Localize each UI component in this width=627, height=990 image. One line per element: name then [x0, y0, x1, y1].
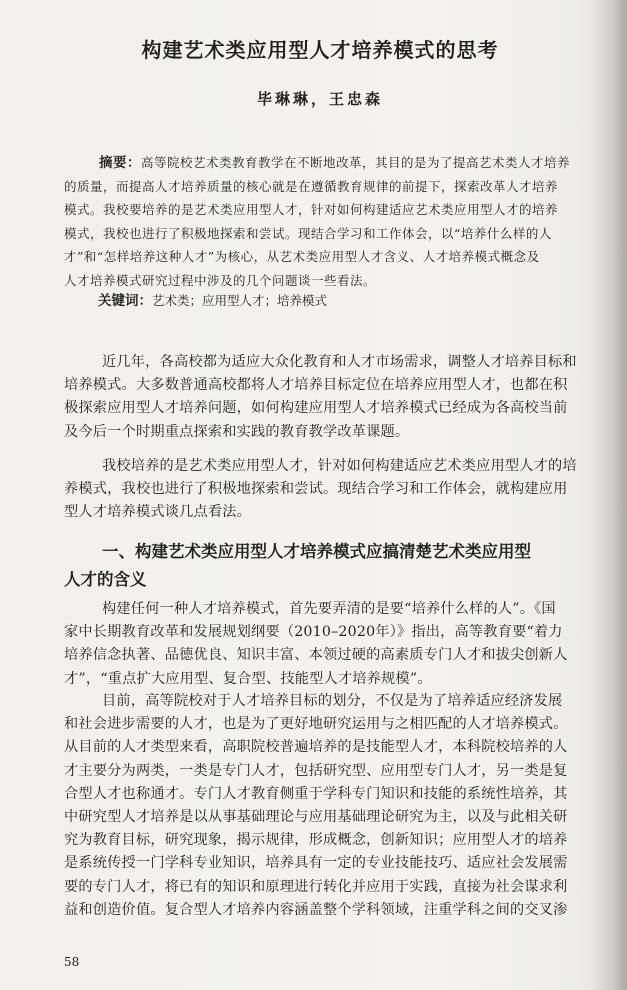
- text-line: 合型人才也称通才。专门人才教育侧重于学科专门知识和技能的系统性培养，其: [64, 785, 568, 802]
- text-line: 才主要分为两类，一类是专门人才，包括研究型、应用型专门人才，另一类是复: [64, 762, 568, 779]
- heading-line: 人才的含义: [64, 570, 147, 589]
- abstract-label: 摘要：: [99, 155, 141, 171]
- paragraph-talent-types: [64, 690, 604, 922]
- paragraph-intro: [64, 351, 604, 444]
- abstract-line: 人才培养模式研究过程中涉及的几个问题谈一些看法。: [64, 272, 377, 288]
- text-line: 极探索应用型人才培养问题，如何构建应用型人才培养模式已经成为各高校当前: [64, 400, 568, 417]
- text-line: 我校培养的是艺术类应用型人才，针对如何构建适应艺术类应用型人才的培: [102, 458, 577, 474]
- keywords: [98, 289, 327, 309]
- section-heading-1: [64, 538, 609, 594]
- abstract-line: 才”和“怎样培养这种人才”为核心，从艺术类应用型人才含义、人才培养模式概念及: [64, 249, 540, 264]
- text-line: 构建任何一种人才培养模式，首先要弄清的是要“培养什么样的人”。《国: [102, 601, 556, 617]
- text-line: 近几年，各高校都为适应大众化教育和人才市场需求，调整人才培养目标和: [102, 354, 577, 370]
- text-line: 及今后一个时期重点探索和实践的教育教学改革课题。: [64, 423, 410, 440]
- text-line: 家中长期教育改革和发展规划纲要（2010–2020年）》指出，高等教育要“着力: [64, 624, 563, 641]
- text-line: 是系统传授一门学科专业知识，培养具有一定的专业技能技巧、适应社会发展需: [64, 855, 568, 872]
- text-line: 要的专门人才，将已有的知识和原理进行转化并应用于实践，直接为社会谋求利: [64, 878, 568, 895]
- abstract-text: 高等院校艺术类教育教学在不断地改革，其目的是为了提高艺术类人才培养: [141, 155, 571, 170]
- text-line: 目前，高等院校对于人才培养目标的划分，不仅是为了培养适应经济发展: [102, 693, 563, 709]
- text-line: 从目前的人才类型来看，高职院校普遍培养的是技能型人才，本科院校培养的人: [64, 739, 568, 756]
- article-authors: 毕琳琳，王忠森: [256, 90, 383, 108]
- keywords-text: 艺术类；应用型人才；培养模式: [152, 293, 328, 308]
- paragraph-definition: [64, 598, 604, 691]
- keywords-label: 关键词：: [98, 293, 152, 309]
- abstract-line: 模式。我校要培养的是艺术类应用型人才，针对如何构建适应艺术类应用型人才的培养: [64, 202, 559, 217]
- text-line: 养模式，我校也进行了积极地探索和尝试。现结合学习和工作体会，就构建应用: [64, 481, 568, 498]
- page-number: 58: [64, 955, 80, 969]
- text-line: 才”，“重点扩大应用型、复合型、技能型人才培养规模”。: [64, 670, 432, 687]
- abstract-line: [64, 151, 598, 175]
- abstract: [64, 151, 598, 292]
- text-line: 中研究型人才培养是以从事基础理论与应用基础理论研究为主，以及与此相关研: [64, 808, 568, 825]
- abstract-line: 的质量，而提高人才培养质量的核心就是在遵循教育规律的前提下，探索改革人才培养: [64, 178, 559, 194]
- text-line: 型人才培养模式谈几点看法。: [64, 504, 252, 521]
- text-line: 和社会进步需要的人才，也是为了更好地研究运用与之相匹配的人才培养模式。: [64, 716, 568, 733]
- article-title: 构建艺术类应用型人才培养模式的思考: [141, 38, 499, 62]
- text-line: 培养信念执著、品德优良、知识丰富、本领过硬的高素质专门人才和拔尖创新人: [64, 647, 568, 664]
- paragraph-school: [64, 455, 604, 525]
- text-line: 培养模式。大多数普通高校都将人才培养目标定位在培养应用型人才，也都在积: [64, 377, 568, 394]
- abstract-line: 模式，我校也进行了积极地探索和尝试。现结合学习和工作体会，以“培养什么样的人: [64, 225, 552, 241]
- text-line: 究为教育目标，研究现象，揭示规律，形成概念，创新知识；应用型人才的培养: [64, 832, 568, 849]
- text-line: 益和创造价值。复合型人才培养内容涵盖整个学科领域，注重学科之间的交叉渗: [64, 901, 568, 918]
- heading-line: 一、构建艺术类应用型人才培养模式应搞清楚艺术类应用型: [102, 542, 531, 561]
